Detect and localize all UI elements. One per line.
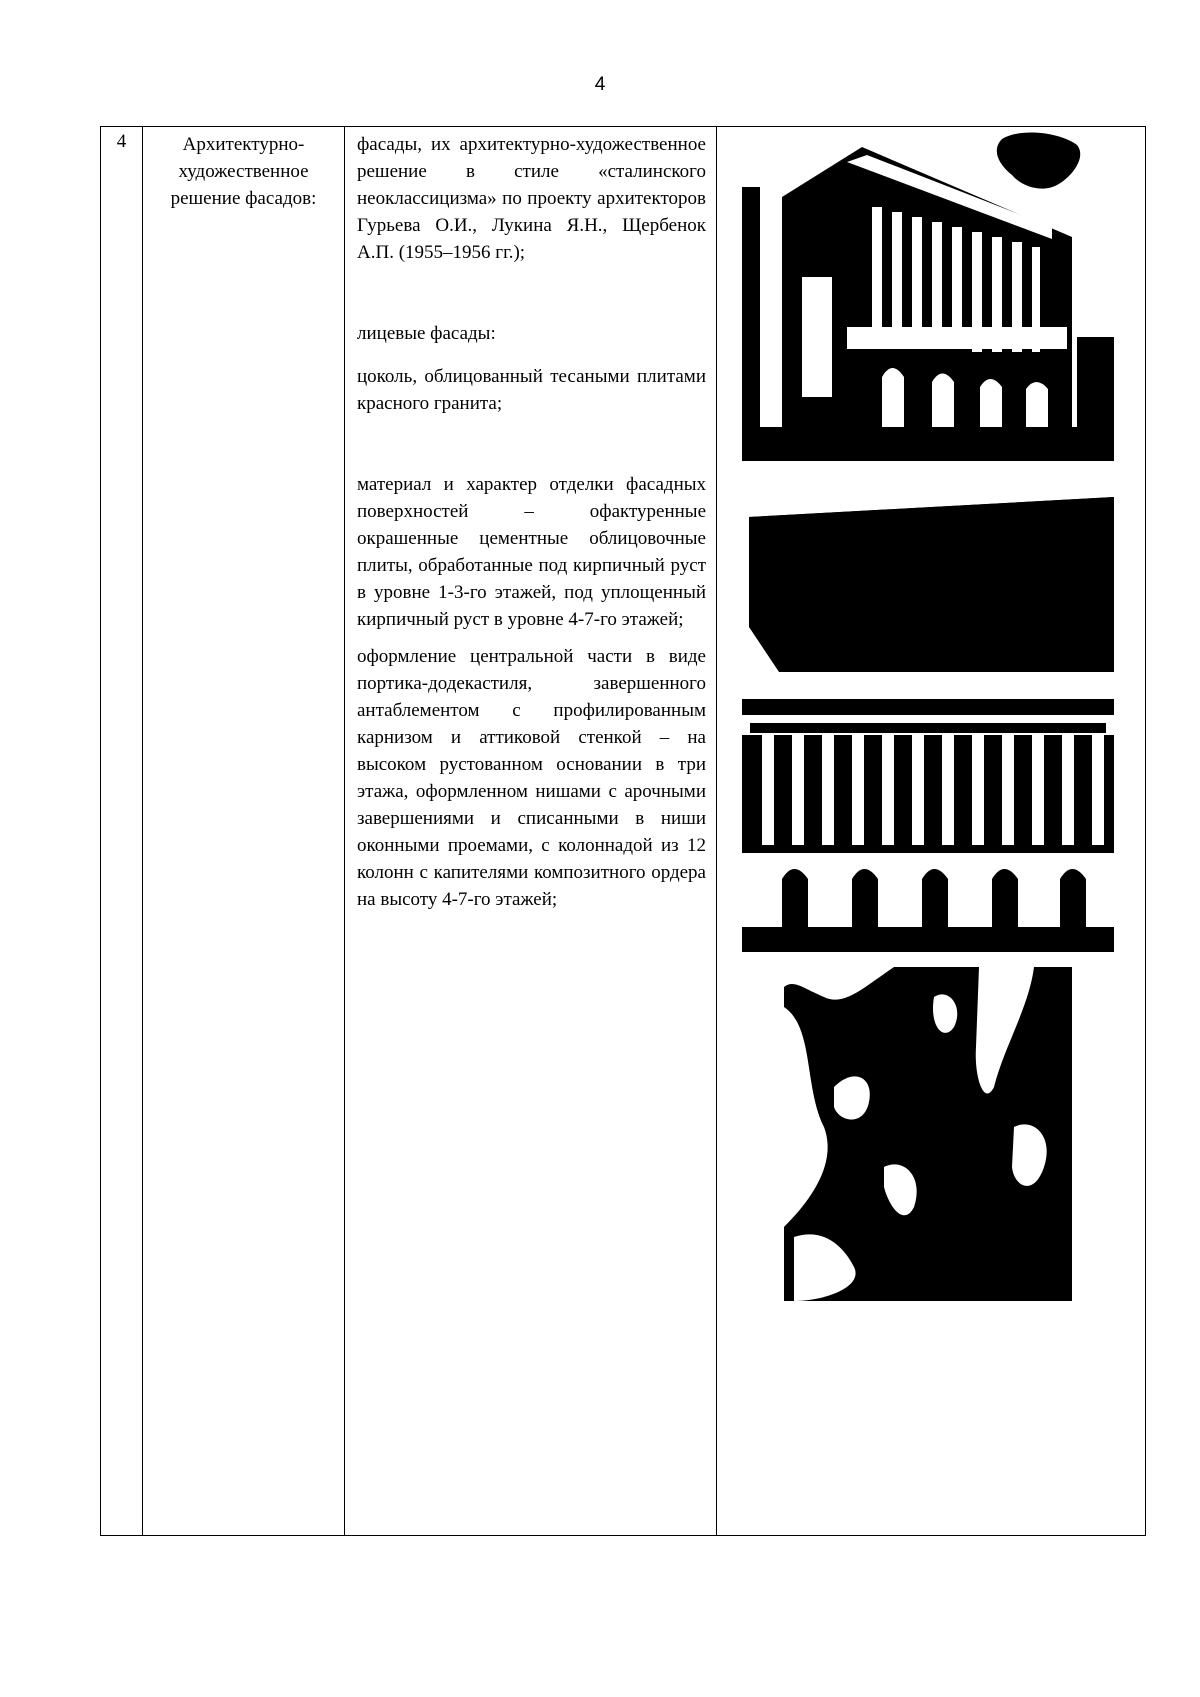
paragraph-central-portico: оформление центральной части в виде портика-додекастиля, завершенного антаблементом с профилированным карнизом и аттиковой стенкой – на высоком рустованном основании в три этажа, оформленном нишами с арочными завершениями и списанными в ниши оконными проемами, с колоннадой из 12 колонн с капителями композитного ордера на высоту 4-7-го этажей; <box>357 646 706 910</box>
paragraph-surface-finish: материал и характер отделки фасадных поверхностей – офактуренные окрашенные цементные облицовочные плиты, обработанные под кирпичный руст в уровне 1-3-го этажей, под уплощенный кирпичный руст в уровне 4-7-го этажей; <box>357 474 706 630</box>
page-number: 4 <box>594 74 606 95</box>
building-facade-photo <box>742 127 1114 489</box>
paragraph-main-facades: лицевые фасады: <box>357 323 496 344</box>
paragraph-plinth: цоколь, облицованный тесаными плитами красного гранита; <box>357 366 706 414</box>
description-cell <box>345 127 717 1536</box>
wall-cladding-photo <box>749 487 1114 680</box>
row-label: Архитектурно-художественное решение фасадов: <box>143 127 345 1536</box>
column-capital-image <box>784 967 1072 1301</box>
facade-table <box>100 126 1146 1536</box>
row-number: 4 <box>101 127 143 1536</box>
central-portico-image <box>742 699 1114 952</box>
table-row <box>101 127 1146 1536</box>
column-capital-photo <box>784 967 1072 1301</box>
wall-cladding-image <box>749 487 1114 680</box>
photo-cell <box>717 127 1146 1536</box>
paragraph-facades: фасады, их архитектурно-художественное решение в стиле «сталинского неоклассицизма» по проекту архитекторов Гурьева О.И., Лукина Я.Н., Щербенок А.П. (1955–1956 гг.); <box>357 134 706 263</box>
building-facade-image <box>742 127 1114 489</box>
central-portico-photo <box>742 699 1114 952</box>
